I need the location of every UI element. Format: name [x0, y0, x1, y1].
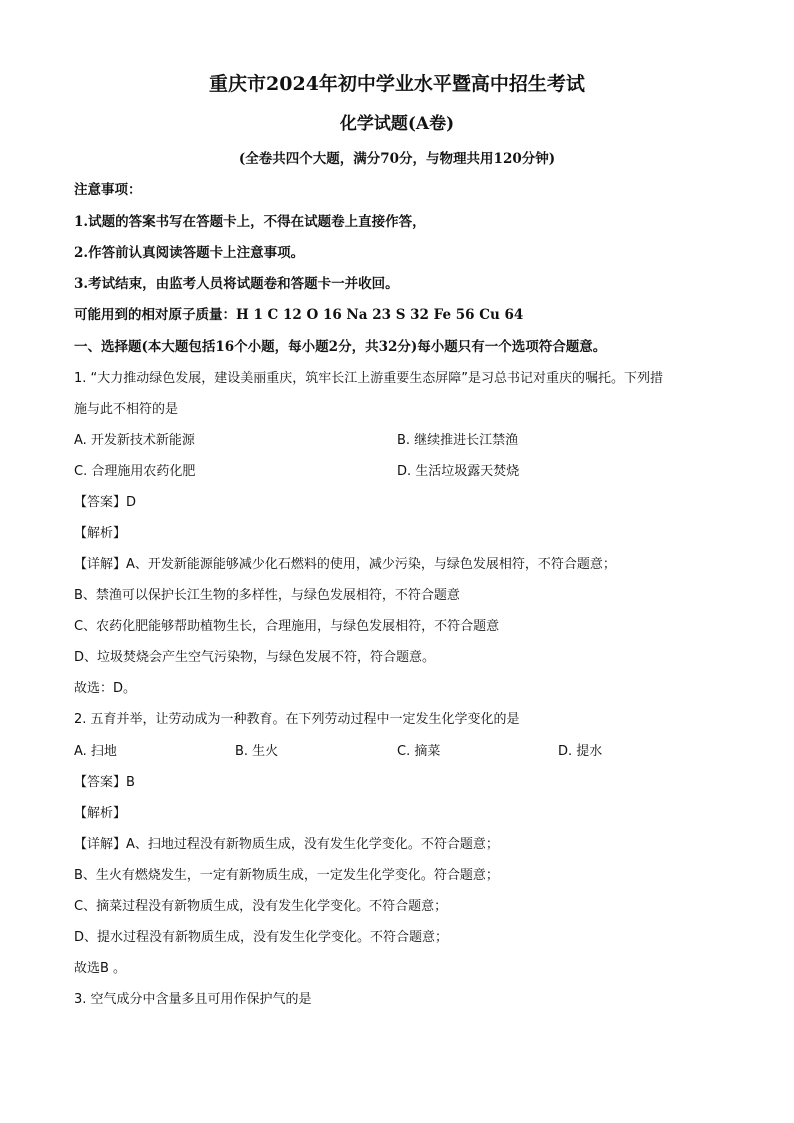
question-1-option-d: D. 生活垃圾露天焚烧 [397, 464, 520, 479]
question-1-conclusion: 故选：D。 [74, 681, 137, 696]
question-2-option-d: D. 提水 [558, 744, 603, 759]
exam-title: 重庆市2024年初中学业水平暨高中招生考试 [209, 73, 585, 95]
question-1-stem-cont: 施与此不相符的是 [74, 402, 179, 417]
exam-meta: (全卷共四个大题，满分70分，与物理共用120分钟) [238, 151, 556, 167]
atomic-masses: 可能用到的相对原子质量：H 1 C 12 O 16 Na 23 S 32 Fe 56 Cu 64 [74, 307, 524, 323]
question-1-detail: C、农药化肥能够帮助植物生长，合理施用，与绿色发展相符，不符合题意 [74, 619, 500, 634]
note-item: 2.作答前认真阅读答题卡上注意事项。 [74, 245, 305, 261]
question-3-stem: 3. 空气成分中含量多且可用作保护气的是 [74, 992, 312, 1007]
question-1-option-b: B. 继续推进长江禁渔 [397, 433, 519, 448]
question-1-analysis-label: 【解析】 [74, 526, 127, 541]
question-2-answer: 【答案】B [74, 775, 135, 790]
question-2-stem: 2. 五育并举，让劳动成为一种教育。在下列劳动过程中一定发生化学变化的是 [74, 712, 520, 727]
question-1-option-a: A. 开发新技术新能源 [74, 433, 195, 448]
question-2-option-b: B. 生火 [235, 744, 279, 759]
question-2-detail: 【详解】A、扫地过程没有新物质生成，没有发生化学变化。不符合题意； [74, 837, 499, 852]
exam-subtitle: 化学试题(A卷) [339, 114, 455, 134]
note-item: 1.试题的答案书写在答题卡上，不得在试题卷上直接作答， [74, 214, 426, 230]
question-1-detail: 【详解】A、开发新能源能够减少化石燃料的使用，减少污染，与绿色发展相符，不符合题意； [74, 557, 616, 572]
question-2-option-c: C. 摘菜 [397, 744, 441, 759]
notes-heading: 注意事项： [74, 182, 142, 198]
question-2-conclusion: 故选B 。 [74, 961, 127, 976]
question-1-answer: 【答案】D [74, 495, 137, 510]
section-heading: 一、选择题(本大题包括16个小题，每小题2分，共32分)每小题只有一个选项符合题意。 [74, 339, 607, 355]
question-1-detail: D、垃圾焚烧会产生空气污染物，与绿色发展不符，符合题意。 [74, 650, 436, 665]
question-2-detail: D、提水过程没有新物质生成，没有发生化学变化。不符合题意； [74, 930, 449, 945]
question-1-detail: B、禁渔可以保护长江生物的多样性，与绿色发展相符，不符合题意 [74, 588, 460, 603]
question-1-option-c: C. 合理施用农药化肥 [74, 464, 196, 479]
question-2-detail: C、摘菜过程没有新物质生成，没有发生化学变化。不符合题意； [74, 899, 448, 914]
question-2-detail: B、生火有燃烧发生，一定有新物质生成，一定发生化学变化。符合题意； [74, 868, 499, 883]
question-1-stem: 1. “大力推动绿色发展，建设美丽重庆，筑牢长江上游重要生态屏障”是习总书记对重庆的嘱托。下列措 [74, 371, 664, 386]
note-item: 3.考试结束，由监考人员将试题卷和答题卡一并收回。 [74, 276, 399, 292]
question-2-option-a: A. 扫地 [74, 744, 117, 759]
question-2-analysis-label: 【解析】 [74, 806, 127, 821]
